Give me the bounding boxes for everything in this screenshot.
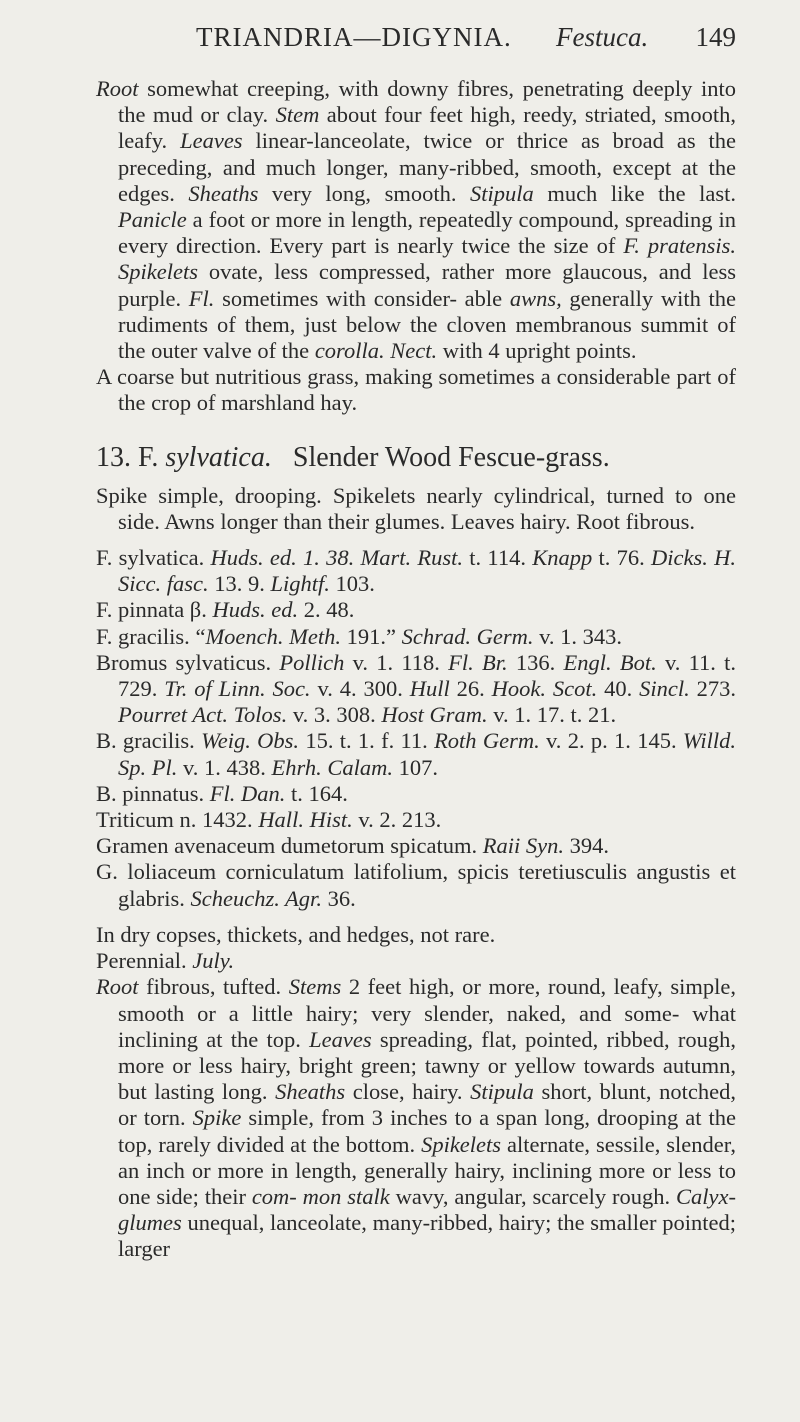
spikelets-label: Spikelets bbox=[118, 259, 198, 285]
description-text: short, blunt, notched, or torn. bbox=[118, 1079, 736, 1131]
description-text: fibrous, tufted. bbox=[138, 974, 289, 1000]
synonym-reference: v. 2. 213. bbox=[352, 807, 442, 833]
description-term: Stems bbox=[288, 974, 342, 1000]
synonym-entry bbox=[96, 833, 736, 859]
species-latin: sylvatica. bbox=[165, 441, 272, 473]
description-text: 2 feet high, or more, round, leafy, simple, smooth or a little hairy; very slender, naked, and some- what inclining at the top. bbox=[118, 974, 736, 1052]
synonym-reference: 36. bbox=[321, 885, 356, 911]
synonym-reference: Raii Syn. bbox=[482, 833, 564, 859]
description-text: alternate, sessile, slender, an inch or more in length, generally hairy, inclining more or less to one side; their bbox=[118, 1131, 736, 1209]
description-term: Sheaths bbox=[275, 1079, 346, 1105]
panicle-text: a foot or more in length, repeatedly compound, spreading in every direction. Every part is nearly twice the size of bbox=[118, 207, 736, 259]
synonym-entry bbox=[96, 650, 736, 729]
description-text: spreading, flat, pointed, ribbed, rough, more or less hairy, bright green; tawny or yellow towards autumn, but lasting long. bbox=[118, 1026, 737, 1105]
synonym-name: B. gracilis. bbox=[96, 728, 195, 754]
synonym-entry bbox=[96, 859, 736, 911]
stipula-label: Stipula bbox=[470, 180, 534, 206]
leaves-text: linear-lanceolate, twice or thrice as broad as the preceding, and much longer, many-ribbed, smooth, except at the edges. bbox=[118, 128, 736, 206]
synonym-name: F. sylvatica. bbox=[96, 545, 205, 571]
synonym-reference: 191.” bbox=[341, 623, 402, 649]
synonym-reference: Dicks. H. Sicc. fasc. bbox=[118, 545, 737, 597]
running-header bbox=[96, 22, 736, 76]
synonym-reference: v. 1. 343. bbox=[533, 623, 623, 649]
synonym-reference: Pollich bbox=[279, 649, 345, 675]
pratensis-ref: F. pratensis. bbox=[623, 233, 736, 259]
synonym-reference: 394. bbox=[563, 833, 609, 859]
duration-text: Perennial. bbox=[96, 948, 193, 974]
description-term: com- mon stalk bbox=[251, 1183, 390, 1209]
synonym-entry bbox=[96, 781, 736, 807]
synonym-entry bbox=[96, 807, 736, 833]
root-label: Root bbox=[96, 76, 139, 101]
synonym-name: Gramen avenaceum dumetorum spicatum. bbox=[96, 833, 478, 859]
synonym-reference: v. 1. 17. t. 21. bbox=[487, 702, 617, 728]
synonym-reference: Ehrh. Calam. bbox=[271, 754, 394, 780]
synonym-reference: v. 3. 308. bbox=[287, 702, 382, 728]
synonym-reference: v. 1. 118. bbox=[344, 649, 449, 675]
synonym-reference: Schrad. Germ. bbox=[401, 623, 534, 649]
sheaths-text: very long, smooth. bbox=[258, 180, 471, 206]
duration bbox=[96, 948, 736, 974]
synonym-reference: Knapp bbox=[532, 545, 593, 571]
synonym-name: Bromus sylvaticus. bbox=[96, 649, 272, 675]
synonym-reference: 103. bbox=[329, 571, 375, 597]
spikelets-text: ovate, less compressed, rather more glaucous, and less purple. bbox=[118, 259, 736, 311]
synonym-reference: v. 1. 438. bbox=[177, 754, 272, 780]
stem-text: about four feet high, reedy, striated, smooth, leafy. bbox=[118, 102, 736, 154]
synonym-name: G. loliaceum corniculatum latifolium, spicis teretiusculis angustis et glabris. bbox=[96, 859, 736, 911]
description-text: unequal, lanceolate, many-ribbed, hairy; the smaller pointed; larger bbox=[118, 1210, 736, 1262]
page-number: 149 bbox=[695, 22, 736, 52]
synonym-reference: Moench. Meth. bbox=[205, 623, 342, 649]
synonym-reference: Pourret Act. Tolos. bbox=[118, 702, 288, 728]
nect-text: with 4 upright points. bbox=[437, 338, 637, 364]
synonym-reference: Tr. of Linn. Soc. bbox=[164, 676, 311, 702]
synonym-name: F. gracilis. bbox=[96, 623, 190, 649]
synonym-reference: Huds. ed. 1. 38. bbox=[210, 545, 355, 571]
synonym-entry bbox=[96, 728, 736, 780]
book-page bbox=[0, 22, 800, 1422]
species-heading bbox=[96, 441, 736, 475]
synonym-reference: 273. bbox=[689, 676, 737, 702]
synonym-entry bbox=[96, 597, 736, 623]
header-title: TRIANDRIA—DIGYNIA. bbox=[196, 22, 512, 52]
species-common-name: Slender Wood Fescue-grass. bbox=[292, 441, 610, 473]
fl-text: sometimes with consider- able bbox=[214, 285, 510, 311]
header-genus: Festuca. bbox=[556, 22, 649, 52]
nect-label: Nect. bbox=[390, 338, 438, 364]
synonym-reference: Hull bbox=[409, 676, 450, 702]
synonym-reference: Engl. Bot. bbox=[563, 649, 657, 675]
synonym-reference: 15. t. 1. f. 11. bbox=[299, 728, 435, 754]
description-term: Calyx-glumes bbox=[118, 1183, 736, 1236]
synonym-reference: Weig. Obs. bbox=[201, 728, 300, 754]
synonym-name: F. pinnata β. bbox=[96, 597, 207, 623]
synonym-name: B. pinnatus. bbox=[96, 780, 205, 806]
description-text: simple, from 3 inches to a span long, drooping at the top, rarely divided at the bottom. bbox=[118, 1105, 736, 1157]
description-term: Stipula bbox=[470, 1079, 534, 1105]
synonym-reference: Hook. Scot. bbox=[491, 676, 598, 702]
synonym-reference: Huds. ed. bbox=[212, 597, 299, 623]
synonym-reference: 136. bbox=[507, 649, 564, 675]
synonym-reference: 107. bbox=[393, 754, 439, 780]
synonym-reference: v. 4. 300. bbox=[310, 676, 410, 702]
synonym-reference: Lightf. bbox=[270, 571, 330, 597]
description-text: wavy, angular, scarcely rough. bbox=[389, 1183, 677, 1209]
sheaths-label: Sheaths bbox=[188, 180, 259, 206]
panicle-label: Panicle bbox=[118, 207, 187, 233]
description-term: Root bbox=[96, 974, 139, 1000]
species-description bbox=[96, 974, 736, 1262]
species-diagnosis: Spike simple, drooping. Spikelets nearly cylindrical, turned to one side. Awns longer than their glumes. Leaves hairy. Root fibrous. bbox=[96, 482, 736, 534]
synonym-reference: Fl. Br. bbox=[448, 649, 508, 675]
synonym-reference: Host Gram. bbox=[381, 702, 488, 728]
description-term: Leaves bbox=[309, 1026, 372, 1052]
synonym-reference: t. 114. bbox=[463, 545, 533, 571]
synonym-reference: Fl. Dan. bbox=[209, 780, 286, 806]
root-text: somewhat creeping, with downy fibres, penetrating deeply into the mud or clay. bbox=[118, 76, 736, 128]
corolla-term: corolla. bbox=[314, 338, 385, 364]
synonym-reference: Willd. Sp. Pl. bbox=[118, 728, 737, 780]
synonym-reference: Roth Germ. bbox=[434, 728, 540, 754]
synonym-reference: “ bbox=[195, 623, 206, 649]
description-term: Spikelets bbox=[421, 1131, 502, 1157]
synonym-reference: v. 11. t. 729. bbox=[118, 649, 737, 702]
synonym-reference: Sincl. bbox=[639, 676, 690, 702]
synonym-entry bbox=[96, 624, 736, 650]
synonym-reference: 40. bbox=[597, 676, 640, 702]
synonym-list bbox=[96, 545, 736, 912]
flowering-month: July. bbox=[192, 948, 235, 974]
synonym-reference: 26. bbox=[449, 676, 492, 702]
intro-description bbox=[96, 76, 736, 364]
synonym-reference: Scheuchz. Agr. bbox=[190, 885, 322, 911]
synonym-reference: Hall. Hist. bbox=[258, 807, 353, 833]
species-number: 13. F. bbox=[96, 441, 159, 473]
synonym-reference: v. 2. p. 1. 145. bbox=[539, 728, 683, 754]
synonym-reference: t. 76. bbox=[592, 545, 652, 571]
synonym-reference: 2. 48. bbox=[298, 597, 355, 623]
fl-text-2: generally with the rudiments of them, just below the cloven membranous summit of the outer valve of the bbox=[118, 285, 736, 364]
stem-label: Stem bbox=[275, 102, 320, 128]
leaves-label: Leaves bbox=[180, 128, 243, 154]
habitat: In dry copses, thickets, and hedges, not rare. bbox=[96, 921, 496, 947]
synonym-reference: Mart. Rust. bbox=[360, 545, 464, 571]
awns-term: awns, bbox=[509, 285, 562, 311]
synonym-entry bbox=[96, 545, 736, 597]
synonym-reference: t. 164. bbox=[285, 780, 348, 806]
stipula-text: much like the last. bbox=[533, 180, 736, 206]
intro-use: A coarse but nutritious grass, making sometimes a considerable part of the crop of marshland hay. bbox=[96, 364, 736, 416]
fl-label: Fl. bbox=[188, 285, 215, 311]
synonym-reference: 13. 9. bbox=[208, 571, 271, 597]
synonym-name: Triticum n. 1432. bbox=[96, 807, 253, 833]
description-term: Spike bbox=[192, 1105, 242, 1131]
description-text: close, hairy. bbox=[345, 1079, 471, 1105]
